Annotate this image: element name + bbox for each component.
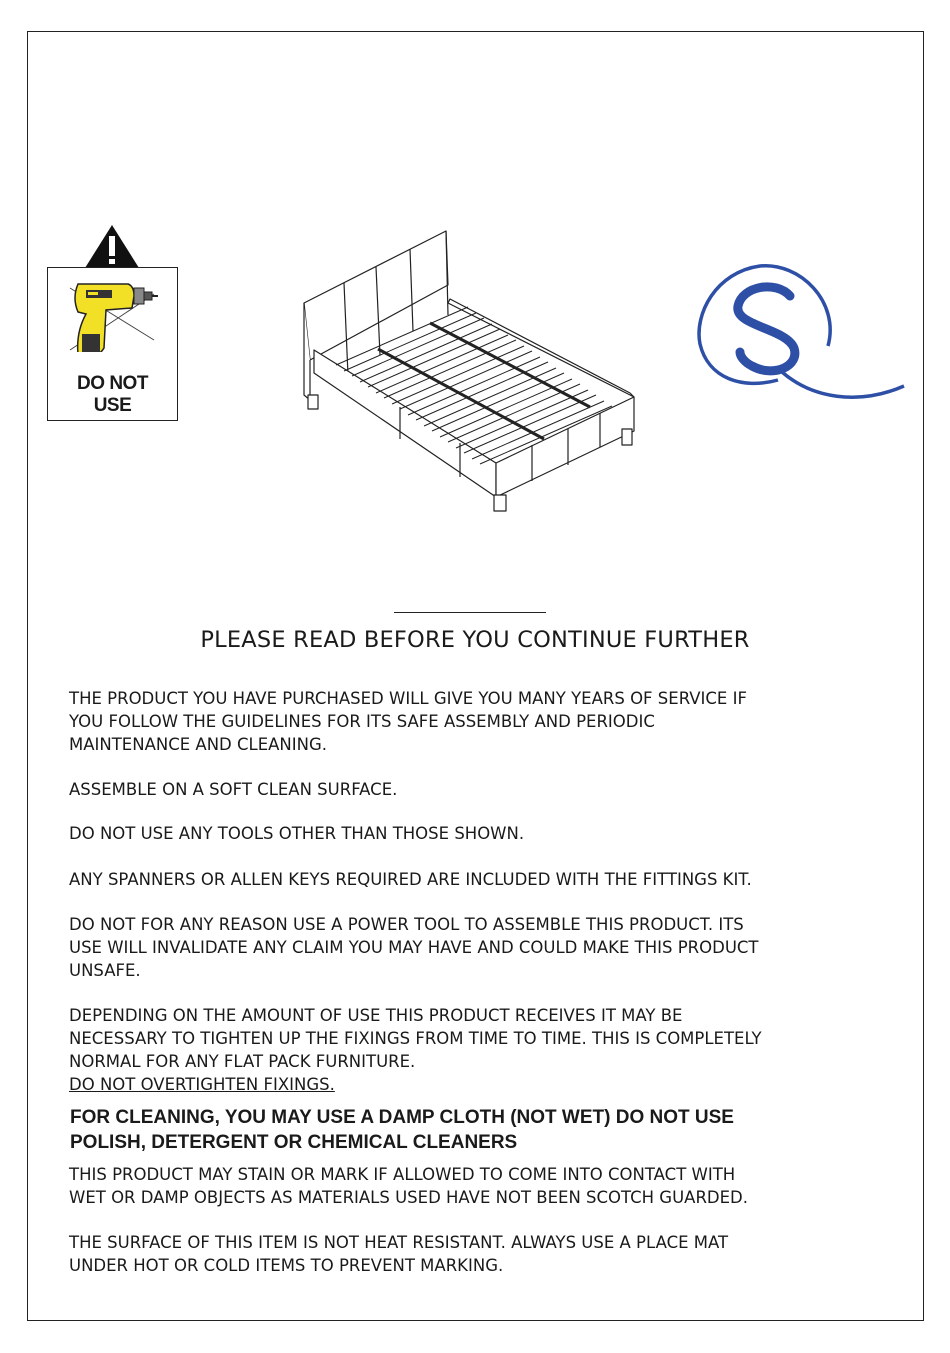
fixings-line-1: DEPENDING ON THE AMOUNT OF USE THIS PRODUCT RECEIVES IT MAY BE bbox=[69, 1006, 683, 1025]
fixings-line-2: NECESSARY TO TIGHTEN UP THE FIXINGS FROM TIME TO TIME. THIS IS COMPLETELY bbox=[69, 1029, 762, 1048]
power-tool-line-2: USE WILL INVALIDATE ANY CLAIM YOU MAY HAVE AND COULD MAKE THIS PRODUCT bbox=[69, 938, 759, 957]
tools-paragraph bbox=[69, 822, 524, 845]
tools-line-1: DO NOT USE ANY TOOLS OTHER THAN THOSE SHOWN. bbox=[69, 824, 525, 843]
do-not-use-label-line1: DO NOT bbox=[77, 373, 148, 394]
s-script-logo bbox=[690, 262, 910, 412]
heat-line-1: THE SURFACE OF THIS ITEM IS NOT HEAT RESISTANT. ALWAYS USE A PLACE MAT bbox=[69, 1233, 729, 1252]
power-tool-line-1: DO NOT FOR ANY REASON USE A POWER TOOL TO ASSEMBLE THIS PRODUCT. ITS bbox=[69, 915, 744, 934]
spanners-paragraph bbox=[69, 868, 752, 891]
fixings-paragraph bbox=[69, 1004, 762, 1096]
power-drill-icon bbox=[48, 272, 177, 352]
stain-line-2: WET OR DAMP OBJECTS AS MATERIALS USED HAVE NOT BEEN SCOTCH GUARDED. bbox=[69, 1188, 748, 1207]
fixings-line-3: NORMAL FOR ANY FLAT PACK FURNITURE. bbox=[69, 1052, 416, 1071]
divider-line bbox=[394, 612, 546, 613]
exclamation-triangle-icon bbox=[47, 222, 178, 270]
overtighten-warning: DO NOT OVERTIGHTEN FIXINGS. bbox=[69, 1075, 335, 1094]
stain-paragraph bbox=[69, 1163, 748, 1209]
do-not-use-label bbox=[48, 373, 177, 417]
power-tool-line-3: UNSAFE. bbox=[69, 961, 141, 980]
bed-frame-illustration bbox=[300, 225, 640, 515]
intro-line-1: THE PRODUCT YOU HAVE PURCHASED WILL GIVE YOU MANY YEARS OF SERVICE IF bbox=[69, 689, 747, 708]
cleaning-instructions bbox=[70, 1105, 734, 1155]
spanners-line-1: ANY SPANNERS OR ALLEN KEYS REQUIRED ARE INCLUDED WITH THE FITTINGS KIT. bbox=[69, 870, 752, 889]
intro-line-3: MAINTENANCE AND CLEANING. bbox=[69, 735, 327, 754]
assemble-line-1: ASSEMBLE ON A SOFT CLEAN SURFACE. bbox=[69, 780, 398, 799]
warning-box bbox=[47, 267, 178, 421]
cleaning-line-1: FOR CLEANING, YOU MAY USE A DAMP CLOTH (NOT WET) DO NOT USE bbox=[70, 1107, 734, 1128]
cleaning-line-2: POLISH, DETERGENT OR CHEMICAL CLEANERS bbox=[70, 1132, 518, 1153]
page-title: PLEASE READ BEFORE YOU CONTINUE FURTHER bbox=[200, 627, 750, 653]
do-not-use-power-tool-warning bbox=[47, 222, 178, 422]
do-not-use-label-line2: USE bbox=[93, 395, 132, 416]
heat-paragraph bbox=[69, 1231, 728, 1277]
intro-line-2: YOU FOLLOW THE GUIDELINES FOR ITS SAFE ASSEMBLY AND PERIODIC bbox=[69, 712, 655, 731]
power-tool-paragraph bbox=[69, 913, 759, 982]
assemble-paragraph bbox=[69, 778, 397, 801]
heat-line-2: UNDER HOT OR COLD ITEMS TO PREVENT MARKING. bbox=[69, 1256, 504, 1275]
intro-paragraph bbox=[69, 687, 747, 756]
stain-line-1: THIS PRODUCT MAY STAIN OR MARK IF ALLOWED TO COME INTO CONTACT WITH bbox=[69, 1165, 736, 1184]
